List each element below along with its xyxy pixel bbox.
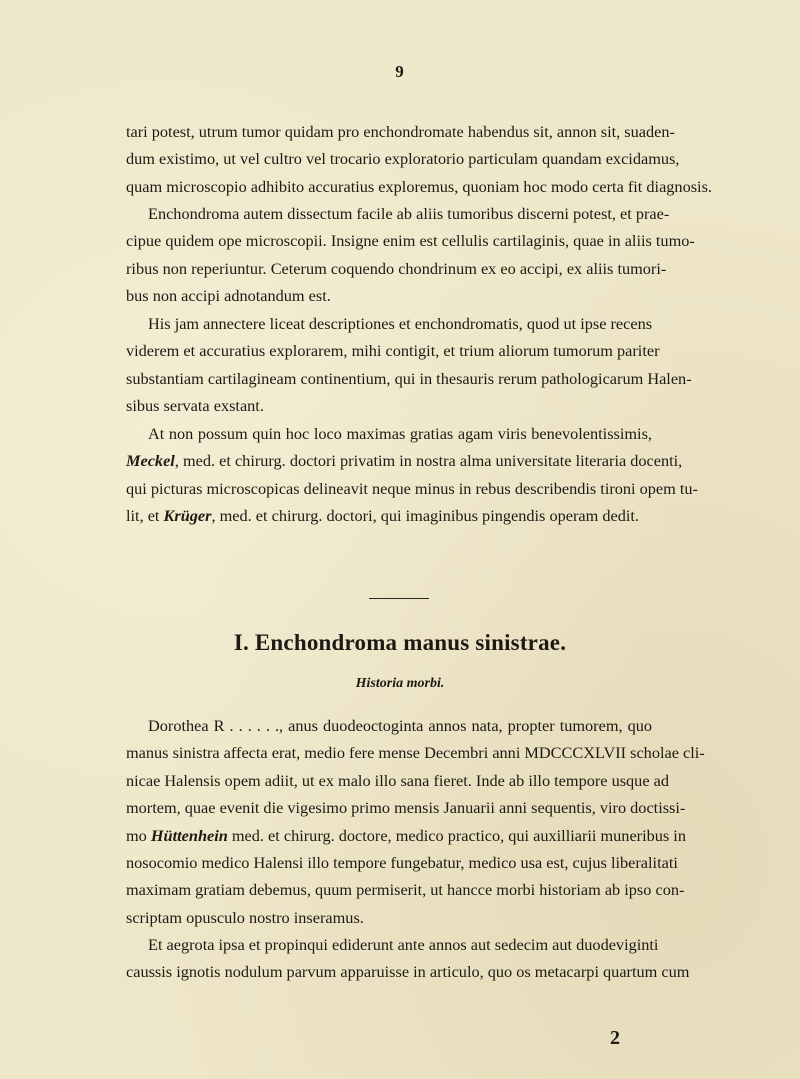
text-segment: med. et chirurg. doctore, medico practico, qui auxilliarii muneribus in <box>227 825 686 845</box>
text-line: Enchondroma autem dissectum facile ab aliis tumoribus discerni potest, et prae- <box>148 204 670 223</box>
text-line: cipue quidem ope microscopii. Insigne enim est cellulis cartilaginis, quae in aliis tumo- <box>126 231 695 251</box>
text-line: scriptam opusculo nostro inseramus. <box>126 907 364 927</box>
page-number: 9 <box>395 62 405 81</box>
text-line: nosocomio medico Halensi illo tempore fungebatur, medico usa est, cujus liberalitati <box>126 853 678 873</box>
text-line: tari potest, utrum tumor quidam pro enchondromate habendus sit, annon sit, suaden- <box>126 122 675 141</box>
text-segment: mo <box>126 825 151 845</box>
text-line: mortem, quae evenit die vigesimo primo mensis Januarii anni sequentis, viro doctissi- <box>126 798 686 818</box>
text-line: maximam gratiam debemus, quum permiserit, ut hancce morbi historiam ab ipso con- <box>126 880 685 900</box>
text-line <box>126 447 683 474</box>
text-segment: , med. et chirurg. doctori privatim in nostra alma universitate literaria docenti, <box>174 451 683 471</box>
text-segment: lit, et <box>126 506 164 526</box>
text-segment: , med. et chirurg. doctori, qui imaginibus pingendis operam dedit. <box>211 506 639 526</box>
text-line: At non possum quin hoc loco maximas gratias agam viris benevolentissimis, <box>148 424 652 443</box>
text-line: manus sinistra affecta erat, medio fere mense Decembri anni MDCCCXLVII scholae cli- <box>126 743 705 763</box>
person-name-kruger: Krüger <box>163 506 212 526</box>
paragraph-6 <box>126 931 690 986</box>
text-line <box>126 502 652 529</box>
person-name-huttenhein: Hüttenhein <box>150 825 228 845</box>
text-line: viderem et accuratius explorarem, mihi contigit, et trium aliorum tumorum pariter <box>126 341 660 361</box>
paragraph-5 <box>126 712 705 931</box>
text-line: Dorothea R . . . . . ., anus duodeoctoginta annos nata, propter tumorem, quo <box>148 716 652 735</box>
section-divider <box>369 598 429 599</box>
text-line: bus non accipi adnotandum est. <box>126 286 331 306</box>
paragraph-4 <box>126 420 698 530</box>
text-line: ribus non reperiuntur. Ceterum coquendo chondrinum ex eo accipi, ex aliis tumori- <box>126 258 667 278</box>
text-line <box>126 822 686 849</box>
text-line: sibus servata exstant. <box>126 396 264 416</box>
text-line: caussis ignotis nodulum parvum apparuisse in articulo, quo os metacarpi quartum cum <box>126 962 690 982</box>
section-heading: I. Enchondroma manus sinistrae. <box>233 630 567 655</box>
text-line: dum existimo, ut vel cultro vel trocario exploratorio particulam quandam excidamus, <box>126 149 680 169</box>
text-line: nicae Halensis opem adiit, ut ex malo illo sana fieret. Inde ab illo tempore usque ad <box>126 770 669 790</box>
text-line: His jam annectere liceat descriptiones et enchondromatis, quod ut ipse recens <box>148 314 653 333</box>
paragraph-3 <box>126 310 692 420</box>
paragraph-2 <box>126 200 695 310</box>
text-line: Et aegrota ipsa et propinqui ediderunt ante annos aut sedecim aut duodeviginti <box>148 935 659 954</box>
text-line: substantiam cartilagineam continentium, qui in thesauris rerum pathologicarum Halen- <box>126 368 692 388</box>
section-subheading: Historia morbi. <box>355 676 445 691</box>
text-line: quam microscopio adhibito accuratius exploremus, quoniam hoc modo certa fit diagnosis. <box>126 176 712 196</box>
text-line: qui picturas microscopicas delineavit neque minus in rebus describendis tironi opem tu- <box>126 478 698 498</box>
person-name-meckel: Meckel <box>126 451 175 471</box>
paragraph-1 <box>126 118 712 200</box>
signature-mark: 2 <box>610 1027 620 1049</box>
